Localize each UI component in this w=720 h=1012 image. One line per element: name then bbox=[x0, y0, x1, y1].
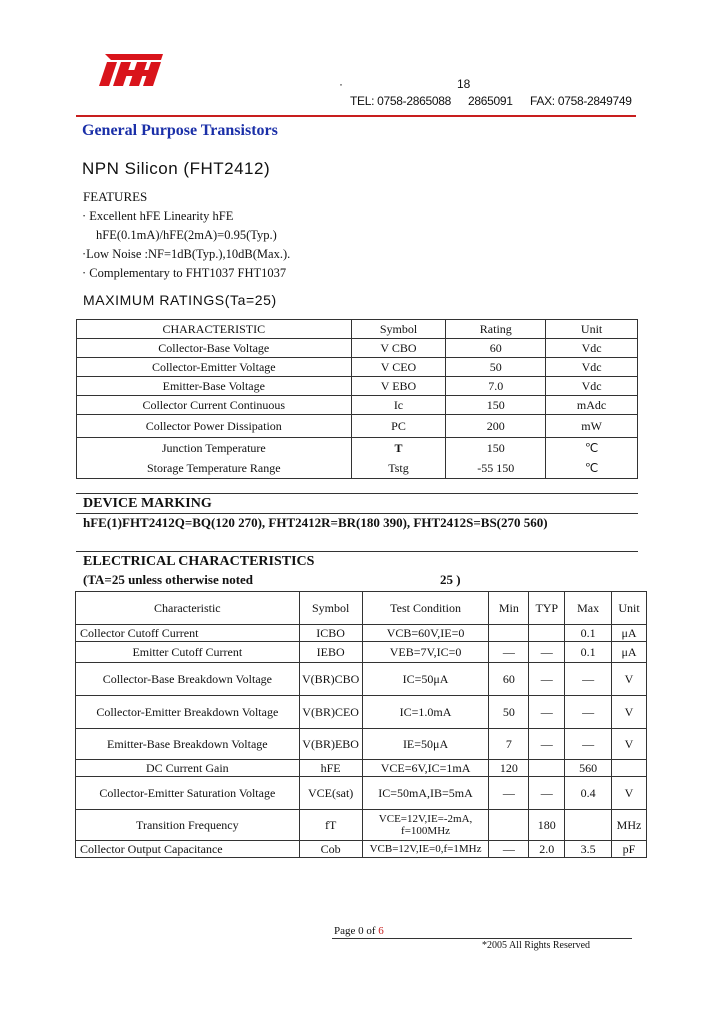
cell: — bbox=[529, 696, 565, 729]
cell bbox=[612, 760, 647, 777]
cell: — bbox=[529, 729, 565, 760]
cell: pF bbox=[612, 841, 647, 858]
cell: — bbox=[489, 642, 529, 663]
cell: Collector Cutoff Current bbox=[76, 625, 300, 642]
title-divider bbox=[76, 115, 636, 117]
table-header-row bbox=[77, 320, 638, 339]
cell: 50 bbox=[489, 696, 529, 729]
cell: μA bbox=[612, 625, 647, 642]
table-row bbox=[76, 663, 647, 696]
cell: 2.0 bbox=[529, 841, 565, 858]
cell: V(BR)CBO bbox=[299, 663, 362, 696]
cell: -55 150 bbox=[446, 458, 546, 479]
table-row bbox=[76, 777, 647, 810]
footer-divider bbox=[332, 938, 632, 939]
cell: 120 bbox=[489, 760, 529, 777]
cell: VCE=12V,IE=-2mA, f=100MHz bbox=[362, 810, 489, 841]
col-symbol: Symbol bbox=[351, 320, 446, 339]
device-marking-heading: DEVICE MARKING bbox=[83, 496, 212, 511]
cell: — bbox=[565, 696, 612, 729]
cell: 7 bbox=[489, 729, 529, 760]
cell: 3.5 bbox=[565, 841, 612, 858]
features-heading: FEATURES bbox=[83, 189, 148, 204]
page-number: Page 0 of 6 bbox=[334, 925, 384, 937]
cell: V EBO bbox=[351, 377, 446, 396]
cell: T bbox=[351, 438, 446, 459]
table-row bbox=[76, 625, 647, 642]
cell: Collector-Emitter Saturation Voltage bbox=[76, 777, 300, 810]
header-address bbox=[339, 77, 471, 91]
cell: IC=50μA bbox=[362, 663, 489, 696]
cell: VCE=6V,IC=1mA bbox=[362, 760, 489, 777]
cell: μA bbox=[612, 642, 647, 663]
col-symbol: Symbol bbox=[299, 592, 362, 625]
cell: PC bbox=[351, 415, 446, 438]
electrical-subheading: (TA=25 unless otherwise noted bbox=[83, 572, 254, 587]
cell: VCB=12V,IE=0,f=1MHz bbox=[362, 841, 489, 858]
cell: V bbox=[612, 663, 647, 696]
tel2-text: 2865091 bbox=[468, 94, 513, 108]
table-row bbox=[76, 810, 647, 841]
cell: — bbox=[489, 841, 529, 858]
cell: 180 bbox=[529, 810, 565, 841]
cell: DC Current Gain bbox=[76, 760, 300, 777]
section-divider bbox=[76, 513, 638, 514]
cell: V(BR)EBO bbox=[299, 729, 362, 760]
cell: ℃ bbox=[546, 458, 638, 479]
cell: Junction Temperature bbox=[77, 438, 352, 459]
cell: Vdc bbox=[546, 377, 638, 396]
cell: IE=50μA bbox=[362, 729, 489, 760]
cell: Collector-Base Voltage bbox=[77, 339, 352, 358]
table-header-row bbox=[76, 592, 647, 625]
cell bbox=[529, 625, 565, 642]
cell: — bbox=[489, 777, 529, 810]
feature-item: · Complementary to FHT1037 FHT1037 bbox=[82, 266, 287, 280]
page-title: General Purpose Transistors bbox=[82, 122, 278, 139]
cell bbox=[489, 625, 529, 642]
cell: IC=1.0mA bbox=[362, 696, 489, 729]
cell: Emitter-Base Voltage bbox=[77, 377, 352, 396]
cell: — bbox=[529, 663, 565, 696]
table-row bbox=[77, 339, 638, 358]
cell: VEB=7V,IC=0 bbox=[362, 642, 489, 663]
cell: Tstg bbox=[351, 458, 446, 479]
cell: — bbox=[529, 777, 565, 810]
cell bbox=[529, 760, 565, 777]
cell: 200 bbox=[446, 415, 546, 438]
col-unit: Unit bbox=[612, 592, 647, 625]
cell: hFE bbox=[299, 760, 362, 777]
cell: mW bbox=[546, 415, 638, 438]
cell: 150 bbox=[446, 396, 546, 415]
table-row bbox=[76, 841, 647, 858]
col-rating: Rating bbox=[446, 320, 546, 339]
cell: 50 bbox=[446, 358, 546, 377]
cell bbox=[489, 810, 529, 841]
cell: 150 bbox=[446, 438, 546, 459]
cell: Vdc bbox=[546, 358, 638, 377]
fax-text: FAX: 0758-2849749 bbox=[530, 94, 632, 108]
header-glyph: · bbox=[339, 77, 343, 91]
col-typ: TYP bbox=[529, 592, 565, 625]
cell bbox=[565, 810, 612, 841]
cell: — bbox=[565, 663, 612, 696]
feature-item: hFE(0.1mA)/hFE(2mA)=0.95(Typ.) bbox=[96, 228, 277, 242]
cell: V(BR)CEO bbox=[299, 696, 362, 729]
cell: 0.1 bbox=[565, 642, 612, 663]
cell: Transition Frequency bbox=[76, 810, 300, 841]
cell: V CEO bbox=[351, 358, 446, 377]
feature-item: ·Low Noise :NF=1dB(Typ.),10dB(Max.). bbox=[82, 247, 291, 261]
cell: Ic bbox=[351, 396, 446, 415]
cell: 60 bbox=[489, 663, 529, 696]
table-row bbox=[77, 415, 638, 438]
cell: V bbox=[612, 777, 647, 810]
col-test-condition: Test Condition bbox=[362, 592, 489, 625]
electrical-table bbox=[75, 591, 647, 858]
table-row bbox=[77, 396, 638, 415]
cell: Collector-Base Breakdown Voltage bbox=[76, 663, 300, 696]
table-row bbox=[76, 642, 647, 663]
cell: 7.0 bbox=[446, 377, 546, 396]
cell: fT bbox=[299, 810, 362, 841]
cell: ICBO bbox=[299, 625, 362, 642]
col-unit: Unit bbox=[546, 320, 638, 339]
cell: Vdc bbox=[546, 339, 638, 358]
cell: VCE(sat) bbox=[299, 777, 362, 810]
max-ratings-table bbox=[76, 319, 638, 479]
col-characteristic: CHARACTERISTIC bbox=[77, 320, 352, 339]
section-divider bbox=[76, 493, 638, 494]
cell: V bbox=[612, 729, 647, 760]
header-number: 18 bbox=[457, 77, 471, 91]
cell: — bbox=[529, 642, 565, 663]
copyright: *2005 All Rights Reserved bbox=[482, 940, 591, 951]
table-row bbox=[77, 377, 638, 396]
cell: 560 bbox=[565, 760, 612, 777]
section-divider bbox=[76, 551, 638, 552]
col-min: Min bbox=[489, 592, 529, 625]
cell: 0.1 bbox=[565, 625, 612, 642]
cell: Collector-Emitter Voltage bbox=[77, 358, 352, 377]
electrical-subheading-tail: 25 ) bbox=[440, 572, 461, 587]
device-marking-text: hFE(1)FHT2412Q=BQ(120 270), FHT2412R=BR(180 390), FHT2412S=BS(270 560) bbox=[83, 515, 548, 530]
cell: Cob bbox=[299, 841, 362, 858]
cell: V CBO bbox=[351, 339, 446, 358]
company-logo bbox=[95, 52, 165, 88]
table-row bbox=[76, 696, 647, 729]
cell: V bbox=[612, 696, 647, 729]
cell: — bbox=[565, 729, 612, 760]
max-ratings-heading: MAXIMUM RATINGS(Ta=25) bbox=[83, 292, 277, 308]
cell: 0.4 bbox=[565, 777, 612, 810]
tel-text: TEL: 0758-2865088 bbox=[350, 94, 451, 108]
cell: Collector-Emitter Breakdown Voltage bbox=[76, 696, 300, 729]
cell: Emitter-Base Breakdown Voltage bbox=[76, 729, 300, 760]
feature-item: · Excellent hFE Linearity hFE bbox=[82, 209, 234, 223]
cell: mAdc bbox=[546, 396, 638, 415]
table-row bbox=[77, 358, 638, 377]
cell: IC=50mA,IB=5mA bbox=[362, 777, 489, 810]
cell: Collector Power Dissipation bbox=[77, 415, 352, 438]
part-name: NPN Silicon (FHT2412) bbox=[82, 159, 271, 178]
cell: Collector Current Continuous bbox=[77, 396, 352, 415]
cell: IEBO bbox=[299, 642, 362, 663]
table-row bbox=[76, 729, 647, 760]
cell: VCB=60V,IE=0 bbox=[362, 625, 489, 642]
table-row bbox=[77, 438, 638, 459]
cell: ℃ bbox=[546, 438, 638, 459]
table-row bbox=[76, 760, 647, 777]
col-max: Max bbox=[565, 592, 612, 625]
cell: Collector Output Capacitance bbox=[76, 841, 300, 858]
cell: 60 bbox=[446, 339, 546, 358]
table-row bbox=[77, 458, 638, 479]
cell: MHz bbox=[612, 810, 647, 841]
electrical-heading: ELECTRICAL CHARACTERISTICS bbox=[83, 554, 315, 569]
cell: Storage Temperature Range bbox=[77, 458, 352, 479]
cell: Emitter Cutoff Current bbox=[76, 642, 300, 663]
col-characteristic: Characteristic bbox=[76, 592, 300, 625]
